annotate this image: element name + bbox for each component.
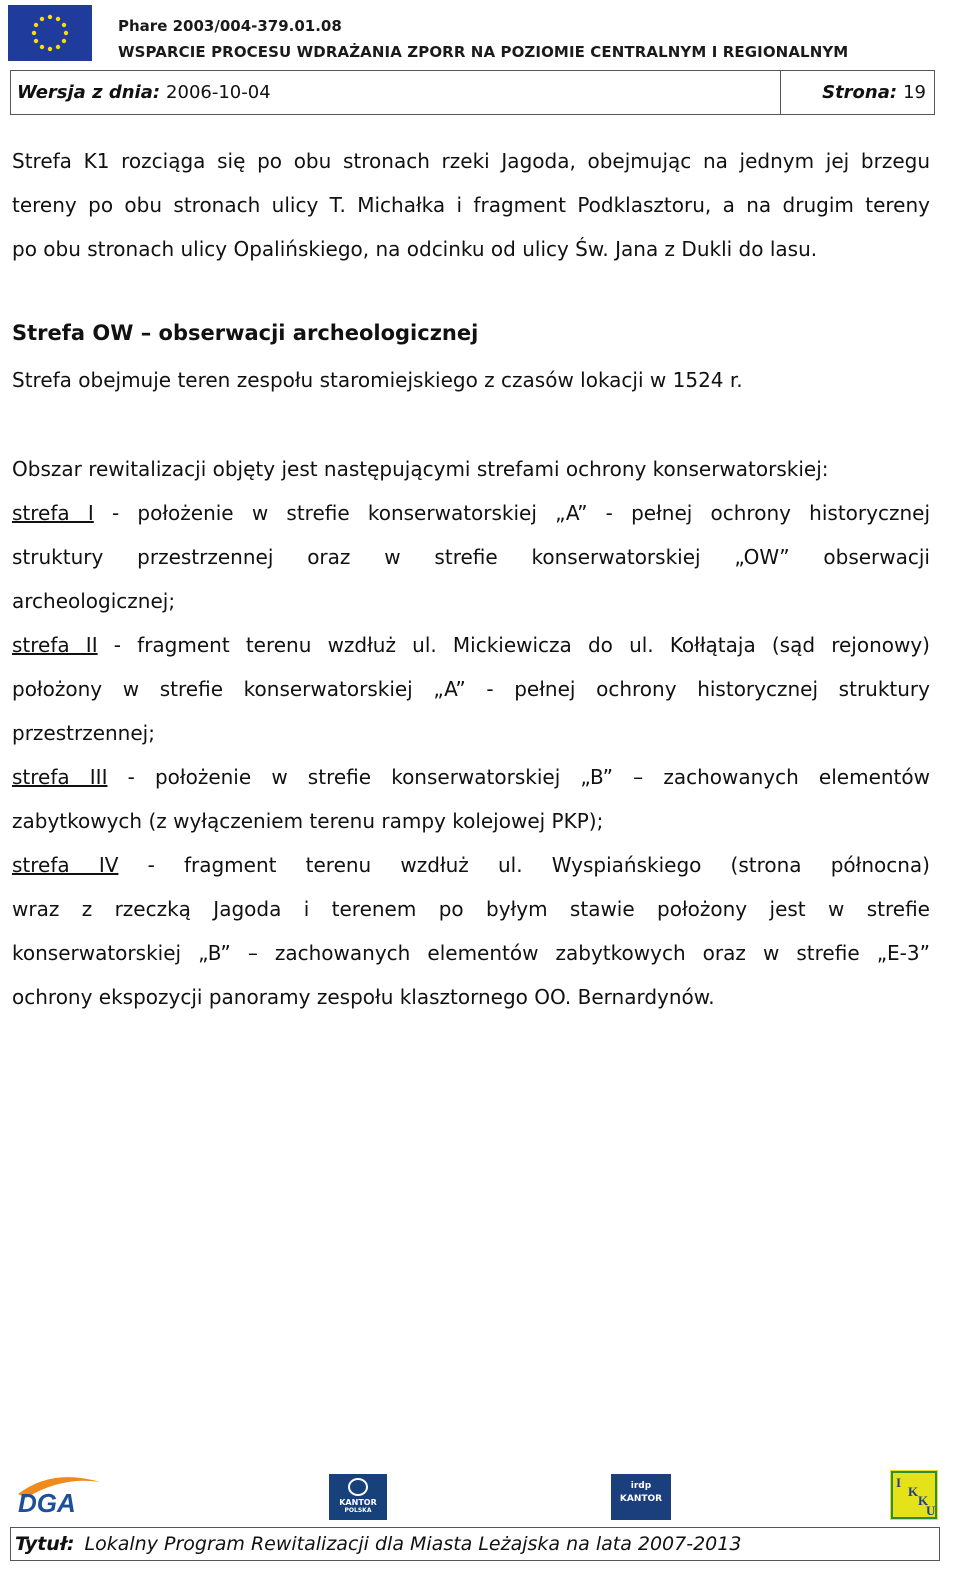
- page-label: Strona:: [822, 82, 898, 103]
- program-name: WSPARCIE PROCESU WDRAŻANIA ZPORR NA POZIOMIE CENTRALNYM I REGIONALNYM: [118, 43, 849, 61]
- dga-logo: [12, 1472, 106, 1520]
- footer-logos: [0, 1468, 960, 1526]
- version-label: Wersja z dnia:: [17, 82, 161, 103]
- ikku-logo: [890, 1470, 938, 1520]
- zone-1-label: strefa I: [12, 501, 94, 525]
- zone-1-line-1: [12, 491, 930, 535]
- zone-4-line-4: ochrony ekspozycji panoramy zespołu klasztornego OO. Bernardynów.: [12, 985, 715, 1009]
- paragraph-ow: Strefa obejmuje teren zespołu staromiejskiego z czasów lokacji w 1524 r.: [12, 368, 743, 392]
- irdp-kantor-logo: [611, 1474, 671, 1520]
- zone-1-line-3: archeologicznej;: [12, 589, 176, 613]
- dga-logo-text: DGA: [18, 1488, 76, 1518]
- eu-flag-icon: [8, 5, 92, 61]
- document-title: Lokalny Program Rewitalizacji dla Miasta Leżajska na lata 2007-2013: [84, 1533, 742, 1555]
- section-heading-ow: Strefa OW – obserwacji archeologicznej: [12, 321, 479, 345]
- zone-2-text-1: - fragment terenu wzdłuż ul. Mickiewicza do ul. Kołłątaja (sąd rejonowy): [97, 633, 930, 657]
- zone-4-line-1: [12, 843, 930, 887]
- kantor-emblem-icon: [348, 1478, 368, 1496]
- ikku-letter-4: U: [926, 1503, 936, 1518]
- zone-2-line-3: przestrzennej;: [12, 721, 155, 745]
- kantor-logo-text: KANTOR: [339, 1498, 377, 1507]
- zone-2-line-2: położony w strefie konserwatorskiej „A” - pełnej ochrony historycznej struktury: [12, 677, 930, 701]
- zone-3-line-1: [12, 755, 930, 799]
- zone-2-label: strefa II: [12, 633, 98, 657]
- kantor-logo-sub: POLSKA: [344, 1507, 372, 1514]
- zone-4-line-3: konserwatorskiej „B” – zachowanych elementów zabytkowych oraz w strefie „E-3”: [12, 941, 930, 965]
- zone-2-line-1: [12, 623, 930, 667]
- kantor-polska-logo: [329, 1474, 387, 1520]
- paragraph-k1-line-3: po obu stronach ulicy Opalińskiego, na odcinku od ulicy Św. Jana z Dukli do lasu.: [12, 237, 818, 261]
- zone-4-label: strefa IV: [12, 853, 119, 877]
- program-code: Phare 2003/004-379.01.08: [118, 17, 342, 35]
- title-label: Tytuł:: [15, 1533, 75, 1555]
- zone-1-line-2: struktury przestrzennej oraz w strefie konserwatorskiej „OW” obserwacji: [12, 545, 930, 569]
- version-cell: [11, 71, 781, 114]
- zone-4-line-2: wraz z rzeczką Jagoda i terenem po byłym stawie położony jest w strefie: [12, 897, 930, 921]
- paragraph-k1-line-1: Strefa K1 rozciąga się po obu stronach rzeki Jagoda, obejmując na jednym jej brzegu: [12, 149, 930, 173]
- ikku-letter-2: K: [908, 1484, 919, 1499]
- page-cell: [781, 71, 934, 114]
- zone-4-text-1: - fragment terenu wzdłuż ul. Wyspiańskiego (strona północna): [118, 853, 930, 877]
- zone-3-label: strefa III: [12, 765, 108, 789]
- zone-3-line-2: zabytkowych (z wyłączeniem terenu rampy kolejowej PKP);: [12, 809, 604, 833]
- page-number: 19: [903, 82, 926, 103]
- document-title-box: [10, 1527, 940, 1561]
- version-table: [10, 70, 935, 115]
- irdp-logo-text: irdp: [630, 1481, 652, 1491]
- paragraph-k1-line-2: tereny po obu stronach ulicy T. Michałka i fragment Podklasztoru, a na drugim tereny: [12, 193, 930, 217]
- version-date: 2006-10-04: [166, 82, 271, 103]
- zone-3-text-1: - położenie w strefie konserwatorskiej „B” – zachowanych elementów: [107, 765, 930, 789]
- irdp-kantor-text: KANTOR: [619, 1494, 663, 1504]
- ikku-letter-3: K: [918, 1493, 929, 1508]
- ikku-letter-1: I: [896, 1475, 902, 1490]
- zone-1-text-1: - położenie w strefie konserwatorskiej „A” - pełnej ochrony historycznej: [93, 501, 931, 525]
- paragraph-intro: Obszar rewitalizacji objęty jest następującymi strefami ochrony konserwatorskiej:: [12, 457, 829, 481]
